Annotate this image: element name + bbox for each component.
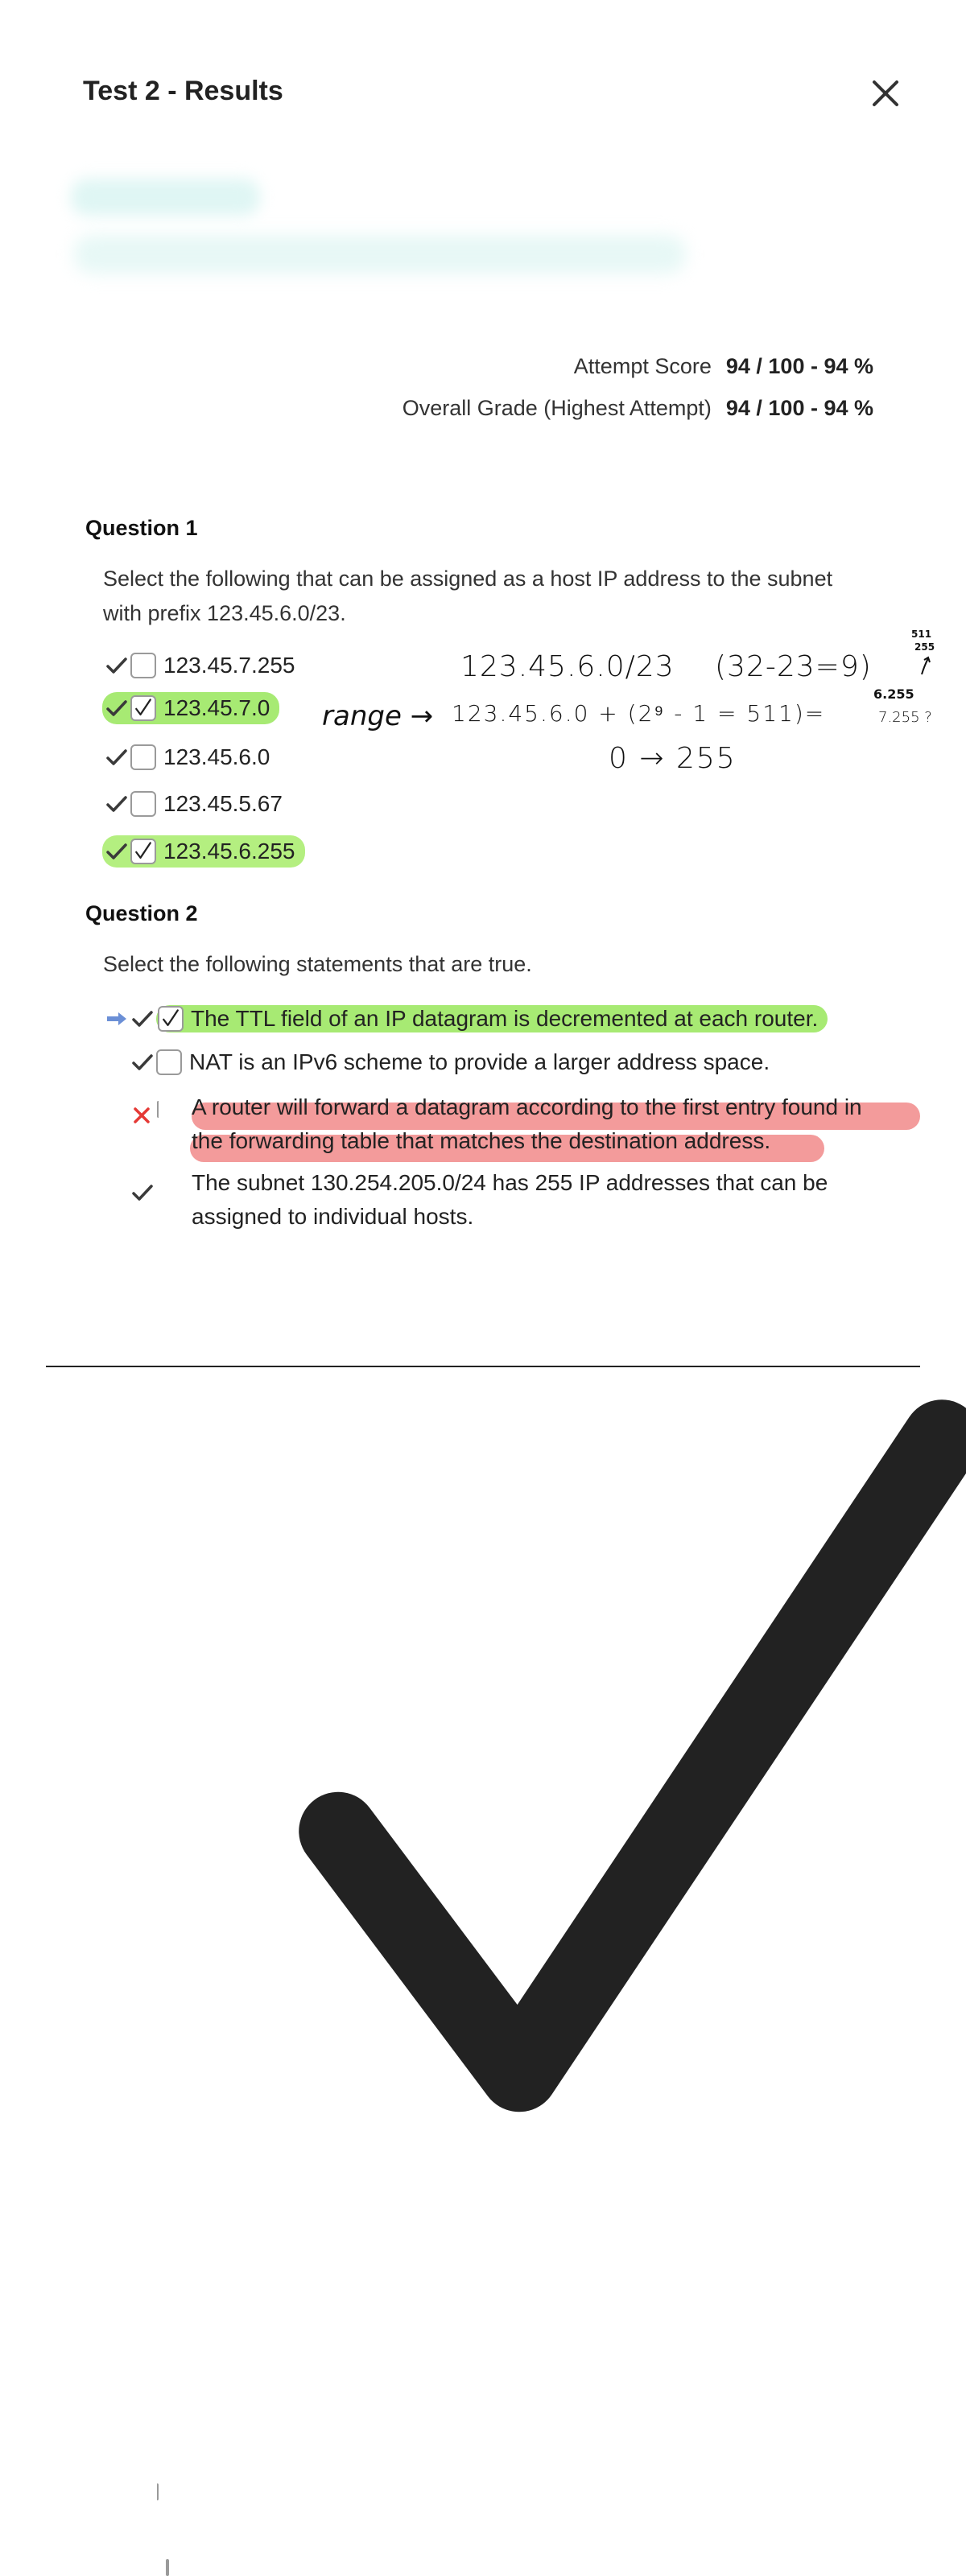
question-1-prompt-line: Select the following that can be assigned as a host IP address to the subnet: [103, 567, 833, 591]
arrow-right-icon: [105, 1011, 128, 1027]
handwritten-note: (32-23=9): [715, 650, 872, 683]
question-2-prompt: Select the following statements that are true.: [103, 952, 532, 976]
q1-option-4-checkbox[interactable]: [130, 791, 156, 817]
q2-option-1[interactable]: [105, 1002, 828, 1036]
question-1-prompt-line: with prefix 123.45.6.0/23.: [103, 601, 346, 625]
checked-icon: [157, 1117, 966, 2485]
overall-grade-row: [402, 396, 873, 421]
q2-option-2[interactable]: [131, 1045, 770, 1080]
correct-check-icon: [105, 697, 128, 719]
q2-option-4[interactable]: [192, 1166, 932, 1234]
correct-check-icon: [105, 654, 128, 677]
handwritten-note: 123.45.6.0/23: [460, 650, 675, 683]
q1-option-4[interactable]: [105, 784, 283, 824]
q2-option-1-highlight: [156, 1005, 828, 1032]
q2-option-4-label: assigned to individual hosts.: [192, 1204, 474, 1229]
q2-option-2-label: NAT is an IPv6 scheme to provide a larger address space.: [189, 1049, 770, 1074]
q2-option-4-checkbox[interactable]: [166, 2559, 169, 2576]
q1-option-2-label: 123.45.7.0: [163, 695, 270, 720]
handwritten-note: 511: [911, 629, 932, 640]
close-button[interactable]: [868, 76, 903, 111]
q2-option-3[interactable]: [192, 1090, 932, 1158]
handwritten-note: 7.255 ?: [878, 709, 932, 726]
q1-option-1-label: 123.45.7.255: [163, 653, 295, 678]
correct-check-icon: [131, 1051, 154, 1074]
q1-option-5[interactable]: [102, 835, 305, 868]
redacted-region: [74, 235, 686, 274]
q1-option-2[interactable]: [102, 692, 279, 724]
page-divider: [46, 1366, 920, 1367]
q1-option-2-checkbox[interactable]: [130, 695, 156, 721]
overall-grade-value: 94 / 100 - 94 %: [725, 396, 873, 420]
q1-option-1-checkbox[interactable]: [130, 653, 156, 678]
handwritten-note: range →: [322, 700, 434, 732]
overall-grade-label: Overall Grade (Highest Attempt): [402, 396, 712, 420]
close-icon: [868, 76, 903, 111]
checked-icon: [132, 697, 155, 719]
redacted-region: [71, 179, 260, 216]
question-1-prompt: [103, 562, 892, 631]
question-2-heading: Question 2: [85, 901, 198, 925]
correct-check-icon: [105, 746, 128, 769]
q1-option-5-label: 123.45.6.255: [163, 839, 295, 863]
correct-check-icon: [131, 1181, 154, 1204]
page-title: Test 2 - Results: [83, 76, 283, 106]
attempt-score-label: Attempt Score: [573, 354, 712, 378]
q2-option-3-checkbox[interactable]: [157, 1101, 966, 2500]
q1-option-3-label: 123.45.6.0: [163, 744, 270, 769]
handwritten-note: 255: [914, 641, 935, 653]
handwritten-arrow-icon: [917, 655, 935, 676]
q1-option-1[interactable]: [105, 645, 295, 686]
question-1-heading: Question 1: [85, 516, 198, 540]
handwritten-note: 0 → 255: [609, 742, 737, 775]
q2-option-3-label: the forwarding table that matches the destination address.: [192, 1128, 771, 1153]
q2-option-4-label: The subnet 130.254.205.0/24 has 255 IP addresses that can be: [192, 1170, 828, 1195]
correct-check-icon: [131, 1008, 154, 1030]
correct-check-icon: [105, 793, 128, 815]
handwritten-note: 123.45.6.0 + (2⁹ - 1 = 511)=: [452, 700, 826, 727]
q1-option-5-checkbox[interactable]: [130, 839, 156, 864]
incorrect-x-icon: [131, 1104, 152, 1127]
q2-option-2-checkbox[interactable]: [156, 1049, 182, 1075]
attempt-score-row: [574, 354, 873, 379]
q1-option-4-label: 123.45.5.67: [163, 791, 283, 816]
attempt-score-value: 94 / 100 - 94 %: [725, 354, 873, 378]
q1-option-3[interactable]: [105, 737, 270, 777]
correct-check-icon: [105, 840, 128, 863]
q2-option-1-label: The TTL field of an IP datagram is decremented at each router.: [191, 1006, 819, 1031]
checked-icon: [159, 1008, 182, 1030]
q1-option-3-checkbox[interactable]: [130, 744, 156, 770]
q2-option-1-checkbox[interactable]: [158, 1006, 184, 1032]
q2-option-3-label: A router will forward a datagram according to the first entry found in: [192, 1094, 862, 1119]
checked-icon: [132, 840, 155, 863]
handwritten-note: 6.255: [873, 686, 914, 702]
